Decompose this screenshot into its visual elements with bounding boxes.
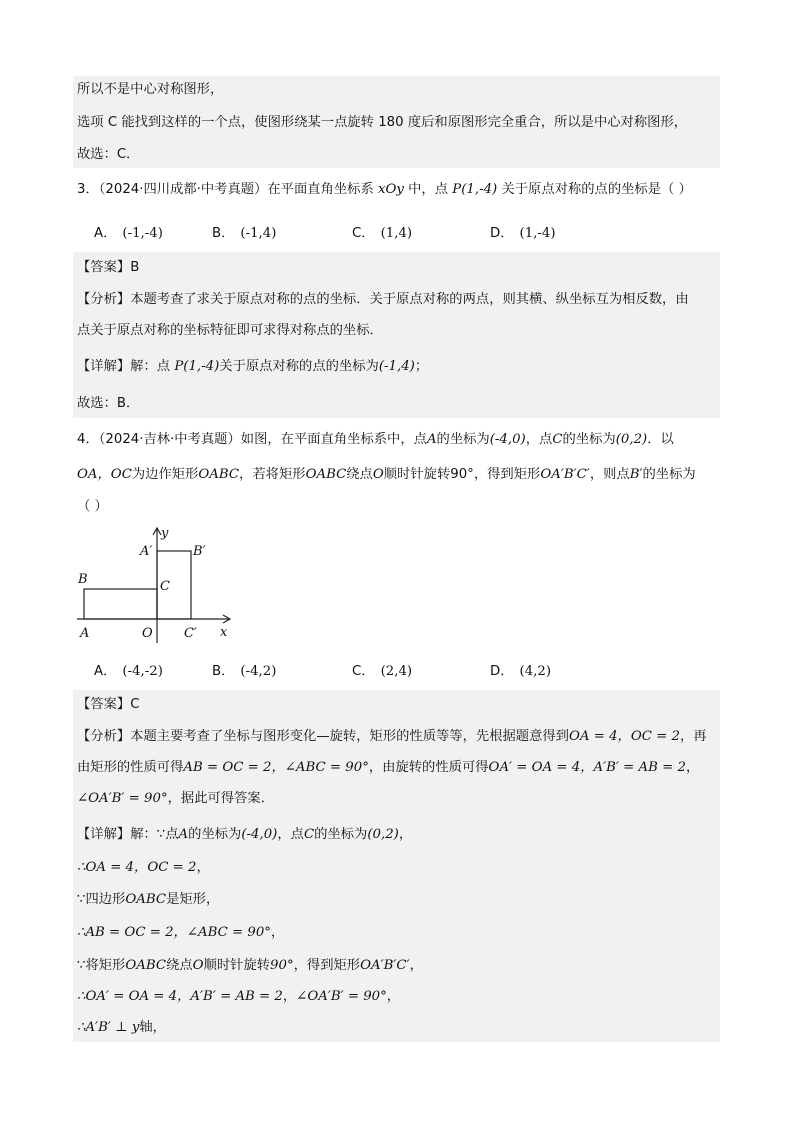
- q3-detail-line: [77, 357, 428, 377]
- q3-xoy: xOy: [377, 182, 404, 197]
- option-value: (1,4): [380, 226, 413, 241]
- q4-c-coord: (0,2): [615, 432, 648, 447]
- detail-text: ，: [282, 989, 297, 1004]
- q4-option-a[interactable]: [94, 660, 163, 679]
- q4-analysis-line-3: [77, 789, 274, 809]
- detail-point-c: C: [303, 827, 315, 842]
- rect-oabc: [84, 589, 157, 619]
- q4-rotated-rect: OA′B′C′: [540, 467, 590, 482]
- detail-text: ∵将矩形: [77, 958, 126, 973]
- q4-detail-line-5: [77, 956, 423, 976]
- label-x: x: [220, 625, 228, 640]
- detail-text: 绕点: [166, 958, 193, 973]
- q3-stem-text-3: 关于原点对称的点的坐标是（ ）: [501, 182, 692, 197]
- q4-oabc: OABC: [198, 467, 240, 482]
- q4-oa-oc: OA，OC: [77, 467, 132, 482]
- detail-math: ∴OA′ = OA = 4，A′B′ = AB = 2: [77, 989, 283, 1004]
- q3-stem: [73, 180, 720, 202]
- option-value: (-1,-4): [122, 226, 163, 241]
- detail-text: 顺时针旋转: [203, 958, 271, 973]
- detail-point: P(1,-4): [174, 359, 220, 374]
- q4-figure: [72, 523, 242, 648]
- label-c: C: [160, 579, 170, 594]
- analysis-tag: 【分析】: [77, 292, 131, 307]
- detail-text: ，: [270, 925, 285, 940]
- q4-paren: （ ）: [77, 499, 108, 514]
- q4-stem-line-2: [73, 465, 720, 487]
- q4-detail-line-4: [77, 923, 284, 943]
- q3-option-d[interactable]: [490, 222, 556, 241]
- option-value: (1,-4): [519, 226, 556, 241]
- q4-point-a: A: [426, 432, 437, 447]
- option-label: B．: [212, 664, 235, 679]
- detail-point-a: A: [178, 827, 189, 842]
- analysis-text: 本题主要考查了坐标与图形变化—旋转，矩形的性质等等，先根据题意得到: [130, 729, 569, 744]
- prev-line-2: 选项 C 能找到这样的一个点，使图形绕某一点旋转 180 度后和原图形完全重合，所以是中心对称图形，: [77, 115, 688, 130]
- q4-stem-text: 的坐标为: [436, 432, 490, 447]
- q4-point-c: C: [552, 432, 563, 447]
- detail-text: 轴，: [139, 1020, 166, 1035]
- q4-option-b[interactable]: [212, 660, 276, 679]
- prev-line-1: 所以不是中心对称图形，: [77, 82, 224, 97]
- q4-stem-text: ，点: [525, 432, 553, 447]
- detail-text: ∵四边形: [77, 892, 126, 907]
- analysis-text: ，据此可得答案．: [167, 791, 274, 806]
- q3-point: P(1,-4): [452, 182, 498, 197]
- detail-math: ∴OA = 4，OC = 2: [77, 860, 197, 875]
- q3-stem-text: 3．（2024·四川成都·中考真题）在平面直角坐标系: [77, 182, 374, 197]
- q4-stem-text: 的坐标为: [562, 432, 616, 447]
- answer-tag: 【答案】: [77, 260, 131, 275]
- q4-point-o: O: [372, 467, 384, 482]
- detail-text: 的坐标为: [188, 827, 242, 842]
- detail-text: ，: [386, 989, 401, 1004]
- detail-c-coord: (0,2): [367, 827, 399, 842]
- analysis-text: 本题考查了求关于原点对称的点的坐标．关于原点对称的两点，则其横、纵坐标互为相反数，由: [130, 292, 689, 307]
- q4-analysis-line-2: [77, 758, 699, 778]
- q4-stem-text: 绕点: [346, 467, 373, 482]
- detail-tag: 【详解】: [77, 827, 131, 842]
- analysis-text: ，: [685, 760, 700, 775]
- analysis-tag: 【分析】: [77, 729, 131, 744]
- detail-tag: 【详解】: [77, 359, 131, 374]
- q4-oabc: OABC: [305, 467, 347, 482]
- q4-stem-text: 的坐标为: [642, 467, 696, 482]
- analysis-text: ，再: [679, 729, 707, 744]
- answer-tag: 【答案】: [77, 697, 131, 712]
- q4-detail-line-7: [77, 1018, 166, 1038]
- detail-text-2: 关于原点对称的点的坐标为: [219, 359, 379, 374]
- option-label: D．: [490, 664, 514, 679]
- detail-text: ，得到矩形: [293, 958, 361, 973]
- q4-solution-block: [73, 690, 720, 1042]
- q4-stem-text: ，则点: [589, 467, 630, 482]
- q4-detail-line-3: [77, 890, 219, 910]
- option-value: (2,4): [380, 664, 413, 679]
- detail-a-coord: (-4,0): [241, 827, 278, 842]
- detail-angle: 90°: [270, 958, 294, 973]
- answer-value: C: [130, 697, 140, 712]
- label-y: y: [161, 526, 169, 541]
- detail-math: ∠OA′B′ = 90°: [296, 989, 387, 1004]
- q4-analysis-line-1: [77, 727, 707, 747]
- detail-text: ，: [409, 958, 423, 973]
- q4-stem-line-1: [73, 430, 720, 452]
- detail-math: ∴AB = OC = 2，∠ABC = 90°: [77, 925, 271, 940]
- option-label: C．: [352, 226, 375, 241]
- q3-analysis-line-1: [77, 290, 689, 310]
- q4-stem-text: 为边作矩形: [131, 467, 199, 482]
- label-cprime: C′: [184, 626, 197, 641]
- answer-value: B: [130, 260, 140, 275]
- label-a: A: [80, 626, 90, 641]
- option-value: (-1,4): [240, 226, 277, 241]
- q4-stem-text: 4．（2024·吉林·中考真题）如图，在平面直角坐标系中，点: [77, 432, 427, 447]
- analysis-text: 由矩形的性质可得: [77, 760, 184, 775]
- detail-end: ；: [414, 359, 429, 374]
- detail-point-o: O: [192, 958, 204, 973]
- q4-option-d[interactable]: [490, 660, 551, 679]
- q4-detail-line-1: [77, 825, 412, 845]
- q3-option-b[interactable]: [212, 222, 276, 241]
- q3-option-a[interactable]: [94, 222, 163, 241]
- label-o: O: [142, 626, 153, 641]
- q4-detail-line-2: [77, 858, 210, 878]
- detail-text: ，: [398, 827, 413, 842]
- detail-text: 解：∵点: [130, 827, 179, 842]
- option-label: B．: [212, 226, 235, 241]
- analysis-math: AB = OC = 2，∠ABC = 90°: [183, 760, 369, 775]
- q3-stem-text-2: 中，点: [408, 182, 449, 197]
- q3-answer-line: [77, 258, 139, 278]
- prev-explanation-block: [73, 76, 720, 168]
- q4-stem-text: ．以: [647, 432, 674, 447]
- q4-stem-text: 顺时针旋转90°，得到矩形: [383, 467, 541, 482]
- option-value: (-4,2): [240, 664, 277, 679]
- detail-oabc: OABC: [125, 958, 167, 973]
- detail-math: ∴A′B′ ⊥ y: [77, 1020, 140, 1035]
- q4-stem-text: ，若将矩形: [239, 467, 306, 482]
- detail-text: ，: [196, 860, 210, 875]
- analysis-math: ∠OA′B′ = 90°: [77, 791, 168, 806]
- detail-text: ，点: [277, 827, 304, 842]
- detail-rotated-rect: OA′B′C′: [360, 958, 410, 973]
- q3-solution-block: [73, 252, 720, 418]
- q4-a-coord: (-4,0): [489, 432, 526, 447]
- label-b: B: [78, 572, 88, 587]
- option-label: C．: [352, 664, 375, 679]
- option-value: (-4,-2): [122, 664, 163, 679]
- detail-oabc: OABC: [125, 892, 167, 907]
- analysis-text: ，由旋转的性质可得: [368, 760, 489, 775]
- detail-text: 是矩形，: [166, 892, 220, 907]
- q3-conclusion: 故选：B．: [77, 396, 140, 411]
- option-value: (4,2): [519, 664, 552, 679]
- option-label: A．: [94, 226, 117, 241]
- detail-text: 的坐标为: [314, 827, 368, 842]
- q4-stem-line-3: [73, 497, 720, 519]
- q3-option-c[interactable]: [352, 222, 412, 241]
- detail-text: 解：点: [130, 359, 171, 374]
- q4-answer-line: [77, 695, 139, 715]
- detail-value: (-1,4): [378, 359, 415, 374]
- q4-detail-line-6: [77, 987, 400, 1007]
- prev-line-3: 故选：C．: [77, 147, 140, 162]
- q4-point-bprime: B′: [629, 467, 643, 482]
- label-aprime: A′: [140, 544, 153, 559]
- analysis-math: OA = 4，OC = 2: [568, 729, 680, 744]
- label-bprime: B′: [193, 544, 206, 559]
- q3-analysis-line-2: 点关于原点对称的坐标特征即可求得对称点的坐标．: [77, 323, 383, 338]
- option-label: D．: [490, 226, 514, 241]
- analysis-math: OA′ = OA = 4，A′B′ = AB = 2: [488, 760, 686, 775]
- q4-option-c[interactable]: [352, 660, 412, 679]
- option-label: A．: [94, 664, 117, 679]
